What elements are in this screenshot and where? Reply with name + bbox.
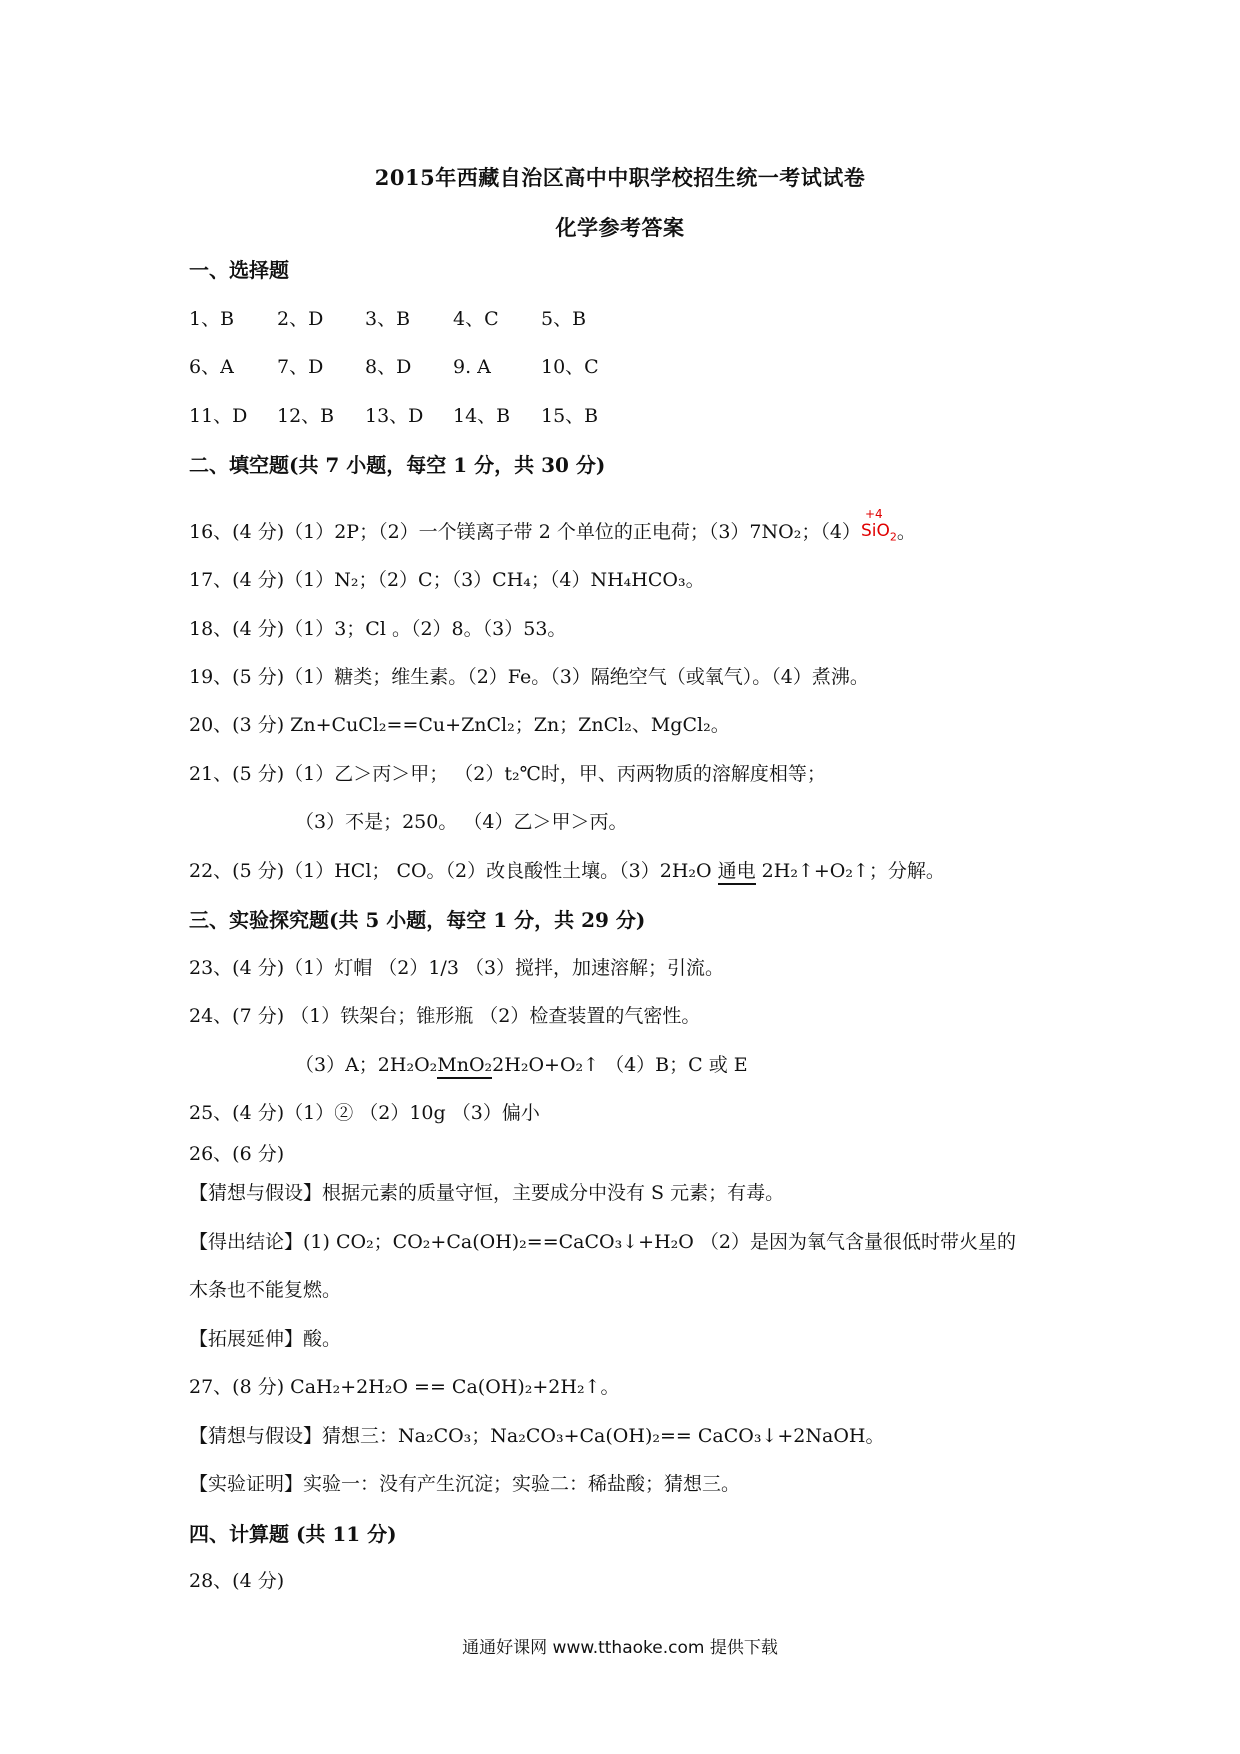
answer-q26: 26、(6 分) [189, 1143, 285, 1165]
choice-answer: 7、D [277, 356, 324, 378]
oxidation-state-formula [860, 507, 897, 544]
choice-answer: 8、D [365, 356, 412, 378]
choice-answer: 6、A [189, 356, 234, 378]
q22-text-end: 2H₂↑+O₂↑；分解。 [755, 860, 945, 882]
section-heading-choice: 一、选择题 [189, 258, 289, 282]
page-footer: 通通好课网 www.tthaoke.com 提供下载 [462, 1638, 778, 1658]
answer-q25: 25、(4 分)（1）② （2）10g （3）偏小 [189, 1102, 540, 1124]
answer-q21-line1: 21、(5 分)（1）乙＞丙＞甲； （2）t₂℃时，甲、丙两物质的溶解度相等； [189, 763, 826, 785]
choice-answer: 1、B [189, 308, 235, 330]
answer-q18: 18、(4 分)（1）3；Cl 。（2）8。（3）53。 [189, 618, 567, 640]
catalyst-condition: MnO₂ [437, 1054, 492, 1079]
q26-hypothesis: 【猜想与假设】根据元素的质量守恒，主要成分中没有 S 元素；有毒。 [189, 1182, 785, 1204]
document-title: 2015年西藏自治区高中中职学校招生统一考试试卷 [374, 165, 866, 190]
q24-text: （3）A；2H₂O₂ [295, 1054, 438, 1076]
answer-q19: 19、(5 分)（1）糖类；维生素。（2）Fe。（3）隔绝空气（或氧气）。（4）煮沸。 [189, 666, 869, 688]
choice-answer: 10、C [541, 356, 599, 378]
reaction-condition: 通电 [718, 860, 756, 885]
answer-q24-line1: 24、(7 分) （1）铁架台；锥形瓶 （2）检查装置的气密性。 [189, 1005, 701, 1027]
choice-answer: 9. A [453, 356, 491, 378]
oxidation-subscript: 2 [889, 530, 897, 544]
answer-q22 [189, 860, 945, 883]
q27-hypothesis: 【猜想与假设】猜想三：Na₂CO₃；Na₂CO₃+Ca(OH)₂== CaCO₃↓+2NaOH。 [189, 1425, 885, 1447]
choice-answer: 15、B [541, 405, 599, 427]
q24-text-end: 2H₂O+O₂↑ （4）B；C 或 E [492, 1054, 748, 1076]
answer-q23: 23、(4 分)（1）灯帽 （2）1/3 （3）搅拌，加速溶解；引流。 [189, 957, 725, 979]
choice-answer: 14、B [453, 405, 511, 427]
choice-answer: 4、C [453, 308, 499, 330]
oxidation-formula: SiO [860, 521, 890, 541]
choice-answer: 2、D [277, 308, 324, 330]
choice-answer: 12、B [277, 405, 335, 427]
answer-q27: 27、(8 分) CaH₂+2H₂O == Ca(OH)₂+2H₂↑。 [189, 1376, 620, 1398]
answer-q28: 28、(4 分) [189, 1570, 285, 1592]
document-subtitle: 化学参考答案 [555, 215, 685, 240]
q22-text: 22、(5 分)（1）HCl； CO。（2）改良酸性土壤。（3）2H₂O [189, 860, 718, 882]
q16-end: 。 [896, 521, 916, 543]
choice-answer: 5、B [541, 308, 587, 330]
answer-q21-line2: （3）不是；250。 （4）乙＞甲＞丙。 [295, 811, 628, 833]
q27-proof: 【实验证明】实验一：没有产生沉淀；实验二：稀盐酸；猜想三。 [189, 1473, 741, 1495]
answer-q17: 17、(4 分)（1）N₂；（2）C；（3）CH₄；（4）NH₄HCO₃。 [189, 569, 705, 591]
q16-text: 16、(4 分)（1）2P；（2）一个镁离子带 2 个单位的正电荷；（3）7NO₂；（4） [189, 521, 861, 543]
answer-q20: 20、(3 分) Zn+CuCl₂==Cu+ZnCl₂；Zn；ZnCl₂、MgCl₂。 [189, 714, 730, 736]
choice-answer: 13、D [365, 405, 424, 427]
choice-row-1 [189, 308, 629, 331]
choice-row-2 [189, 356, 629, 379]
section-heading-experiment: 三、实验探究题(共 5 小题，每空 1 分，共 29 分) [189, 908, 646, 932]
choice-answer: 3、B [365, 308, 411, 330]
q26-conclusion-line2: 木条也不能复燃。 [189, 1279, 342, 1301]
choice-answer: 11、D [189, 405, 248, 427]
q26-conclusion-line1: 【得出结论】(1) CO₂；CO₂+Ca(OH)₂==CaCO₃↓+H₂O （2）是因为氧气含量很低时带火星的 [189, 1231, 1016, 1253]
answer-q16 [189, 507, 916, 546]
oxidation-charge: +4 [864, 507, 883, 521]
section-heading-calculation: 四、计算题 (共 11 分) [189, 1522, 397, 1546]
q26-extension: 【拓展延伸】酸。 [189, 1328, 342, 1350]
answer-q24-line2 [295, 1054, 748, 1077]
choice-row-3 [189, 405, 629, 428]
section-heading-fill: 二、填空题(共 7 小题，每空 1 分，共 30 分) [189, 453, 606, 477]
